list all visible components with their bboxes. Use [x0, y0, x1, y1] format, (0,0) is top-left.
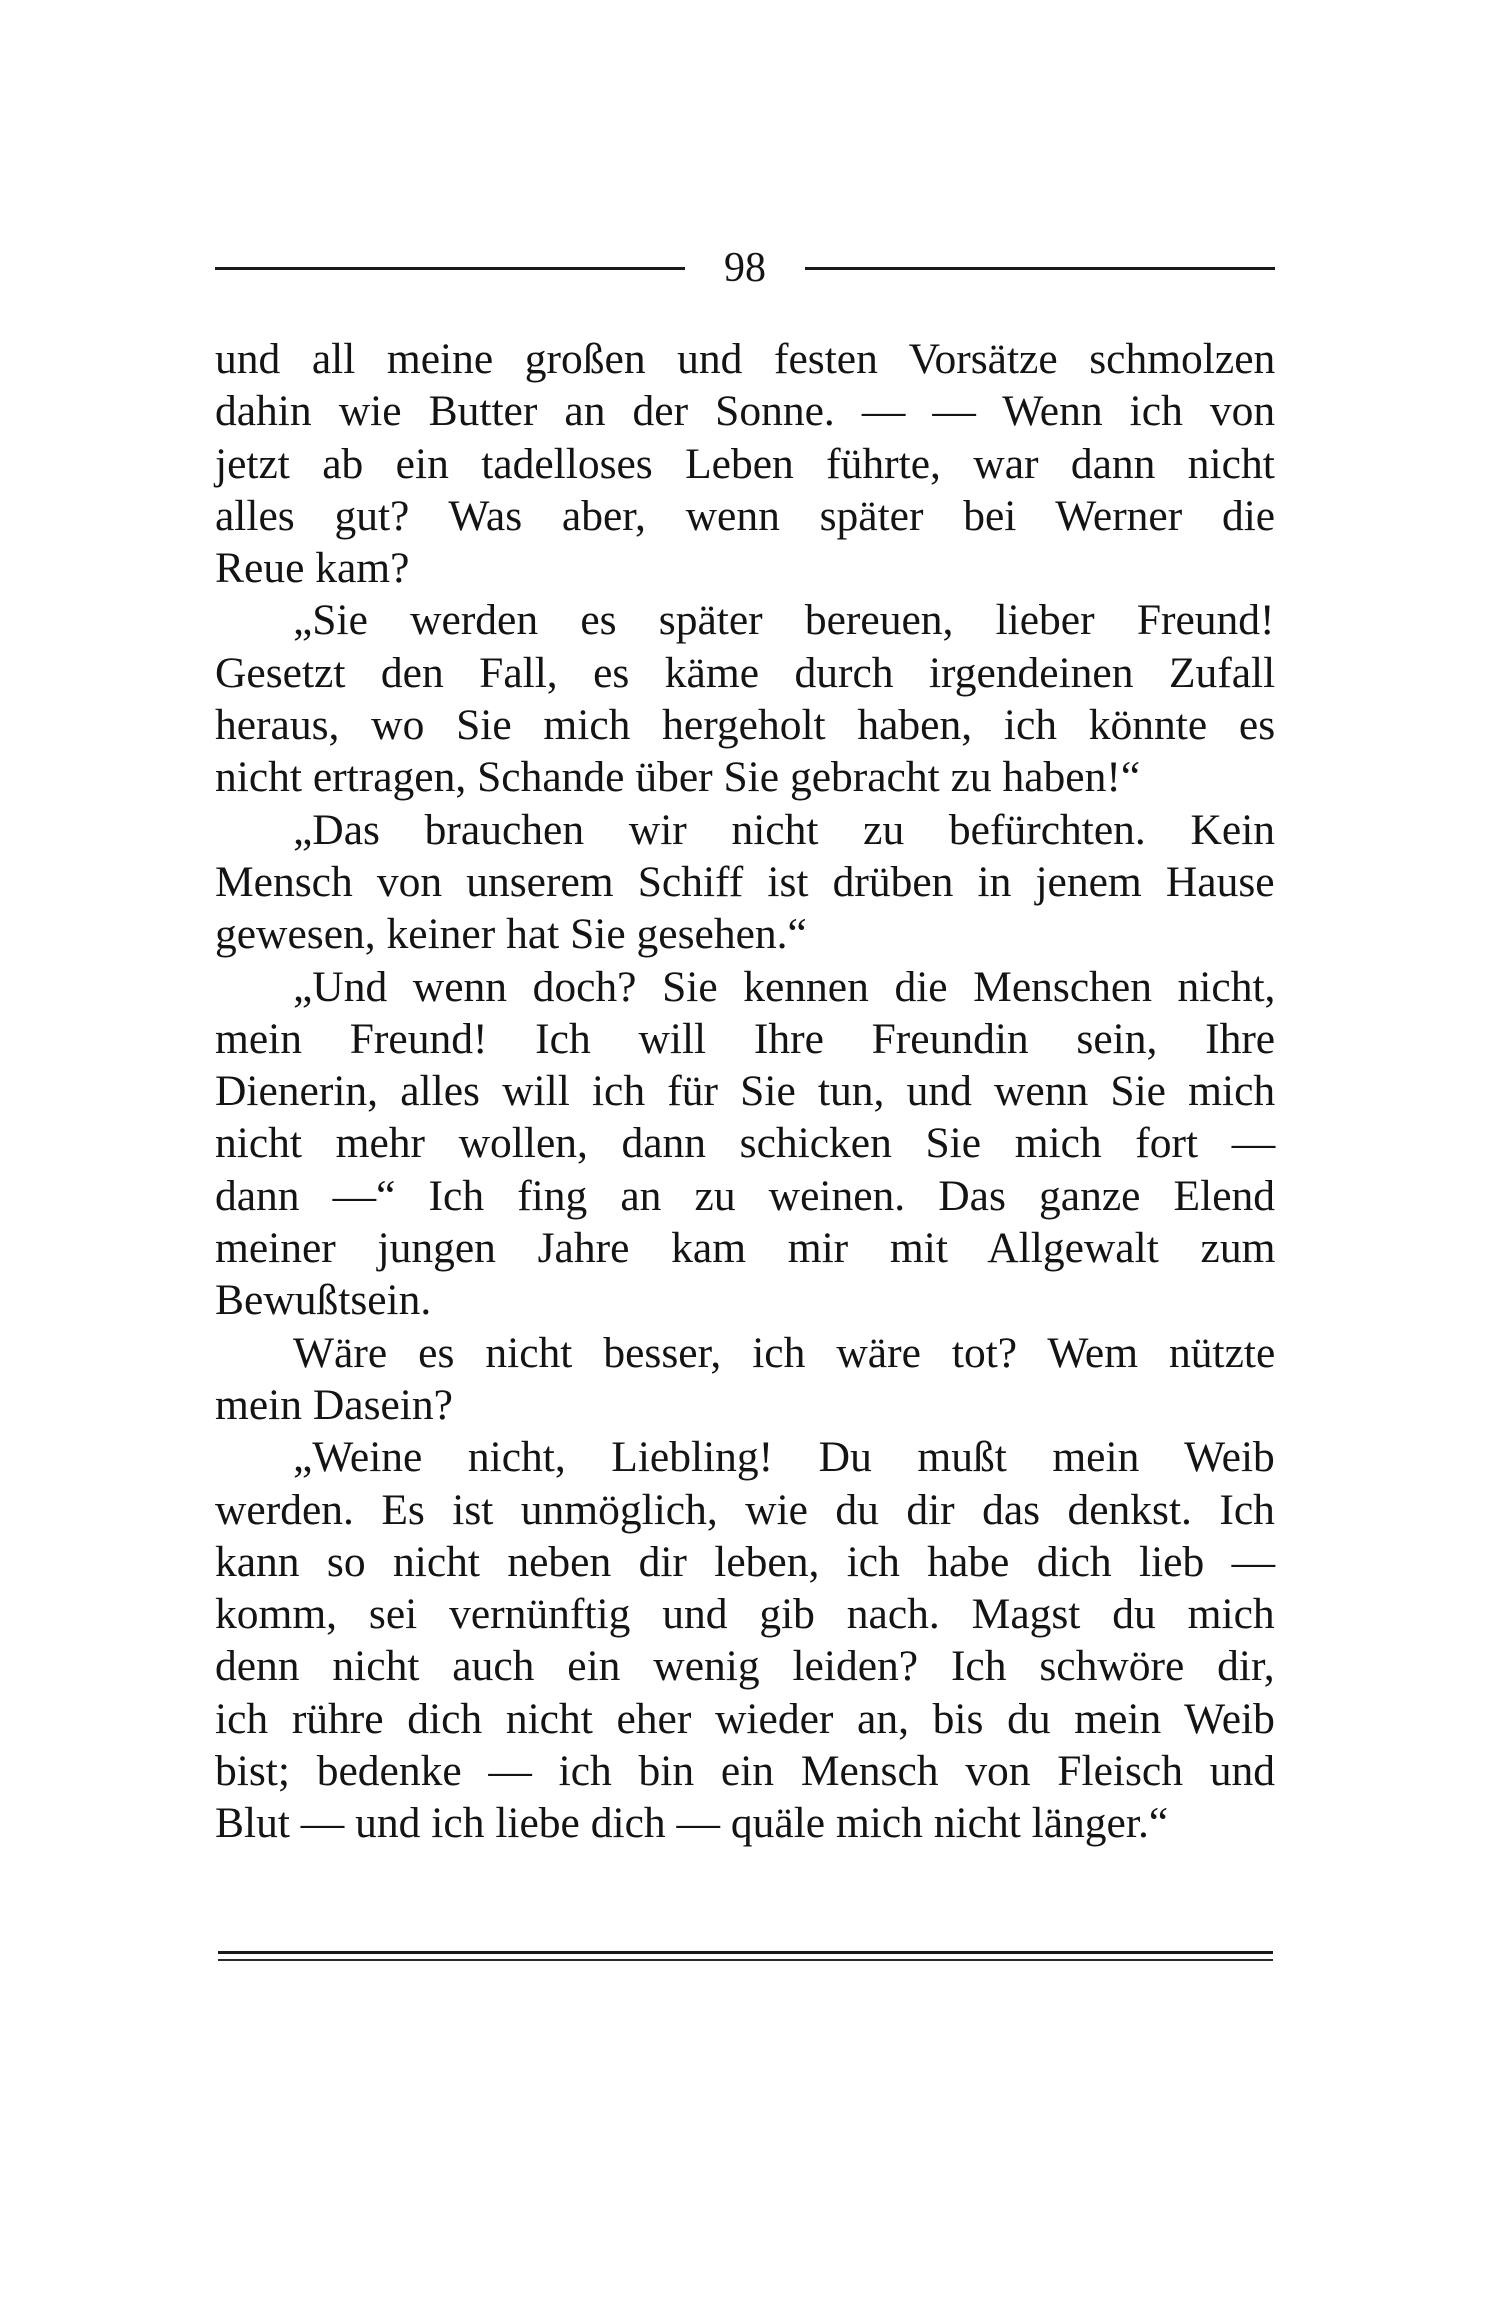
text-line: „Und wenn doch? Sie kennen die Menschen nicht,	[293, 962, 1276, 1011]
text-line: Dienerin, alles will ich für Sie tun, und wenn Sie mich	[215, 1067, 1276, 1116]
paragraph	[215, 1431, 1275, 1849]
text-line: komm, sei vernünftig und gib nach. Magst du mich	[215, 1590, 1275, 1639]
paragraph	[215, 804, 1275, 961]
footer-rule-secondary	[218, 1959, 1273, 1961]
text-line: meiner jungen Jahre kam mir mit Allgewalt zum	[215, 1224, 1276, 1273]
page-number: 98	[724, 245, 766, 291]
text-line: Reue kam?	[215, 544, 410, 593]
text-line: Bewußtsein.	[215, 1276, 432, 1325]
header-rule-right	[805, 267, 1275, 270]
text-line: nicht mehr wollen, dann schicken Sie mich fort —	[215, 1119, 1276, 1168]
text-line: und all meine großen und festen Vorsätze schmolzen	[215, 335, 1276, 383]
text-line: Wäre es nicht besser, ich wäre tot? Wem nützte	[293, 1328, 1276, 1377]
text-line: gewesen, keiner hat Sie gesehen.“	[215, 910, 807, 959]
paragraph	[215, 1327, 1275, 1432]
text-line: Mensch von unserem Schiff ist drüben in jenem Hause	[215, 857, 1275, 906]
body-text	[215, 333, 1275, 1850]
text-line: werden. Es ist unmöglich, wie du dir das denkst. Ich	[215, 1485, 1275, 1534]
paragraph	[215, 594, 1275, 803]
text-line: dann —“ Ich fing an zu weinen. Das ganze Elend	[215, 1171, 1275, 1220]
text-line: nicht ertragen, Schande über Sie gebracht zu haben!“	[215, 753, 1141, 802]
text-line: denn nicht auch ein wenig leiden? Ich schwöre dir,	[215, 1642, 1275, 1691]
header-rule-left	[215, 267, 685, 270]
text-line: „Weine nicht, Liebling! Du mußt mein Weib	[293, 1433, 1275, 1482]
text-line: Blut — und ich liebe dich — quäle mich nicht länger.“	[215, 1799, 1169, 1848]
paragraph	[215, 333, 1275, 594]
text-line: „Das brauchen wir nicht zu befürchten. Kein	[293, 805, 1276, 854]
text-line: alles gut? Was aber, wenn später bei Werner die	[215, 491, 1276, 540]
text-line: jetzt ab ein tadelloses Leben führte, war dann nicht	[215, 439, 1275, 488]
text-line: dahin wie Butter an der Sonne. — — Wenn ich von	[215, 387, 1276, 436]
text-line: mein Dasein?	[215, 1380, 453, 1429]
footer-rule	[218, 1951, 1273, 1954]
text-line: kann so nicht neben dir leben, ich habe dich lieb —	[215, 1537, 1276, 1586]
text-line: Gesetzt den Fall, es käme durch irgendeinen Zufall	[215, 648, 1276, 697]
text-line: „Sie werden es später bereuen, lieber Freund!	[293, 596, 1275, 645]
text-line: bist; bedenke — ich bin ein Mensch von Fleisch und	[215, 1747, 1275, 1796]
text-line: ich rühre dich nicht eher wieder an, bis du mein Weib	[215, 1694, 1275, 1743]
text-line: mein Freund! Ich will Ihre Freundin sein, Ihre	[215, 1014, 1276, 1063]
paragraph	[215, 961, 1275, 1327]
page-header	[215, 238, 1275, 298]
text-line: heraus, wo Sie mich hergeholt haben, ich könnte es	[215, 701, 1276, 750]
